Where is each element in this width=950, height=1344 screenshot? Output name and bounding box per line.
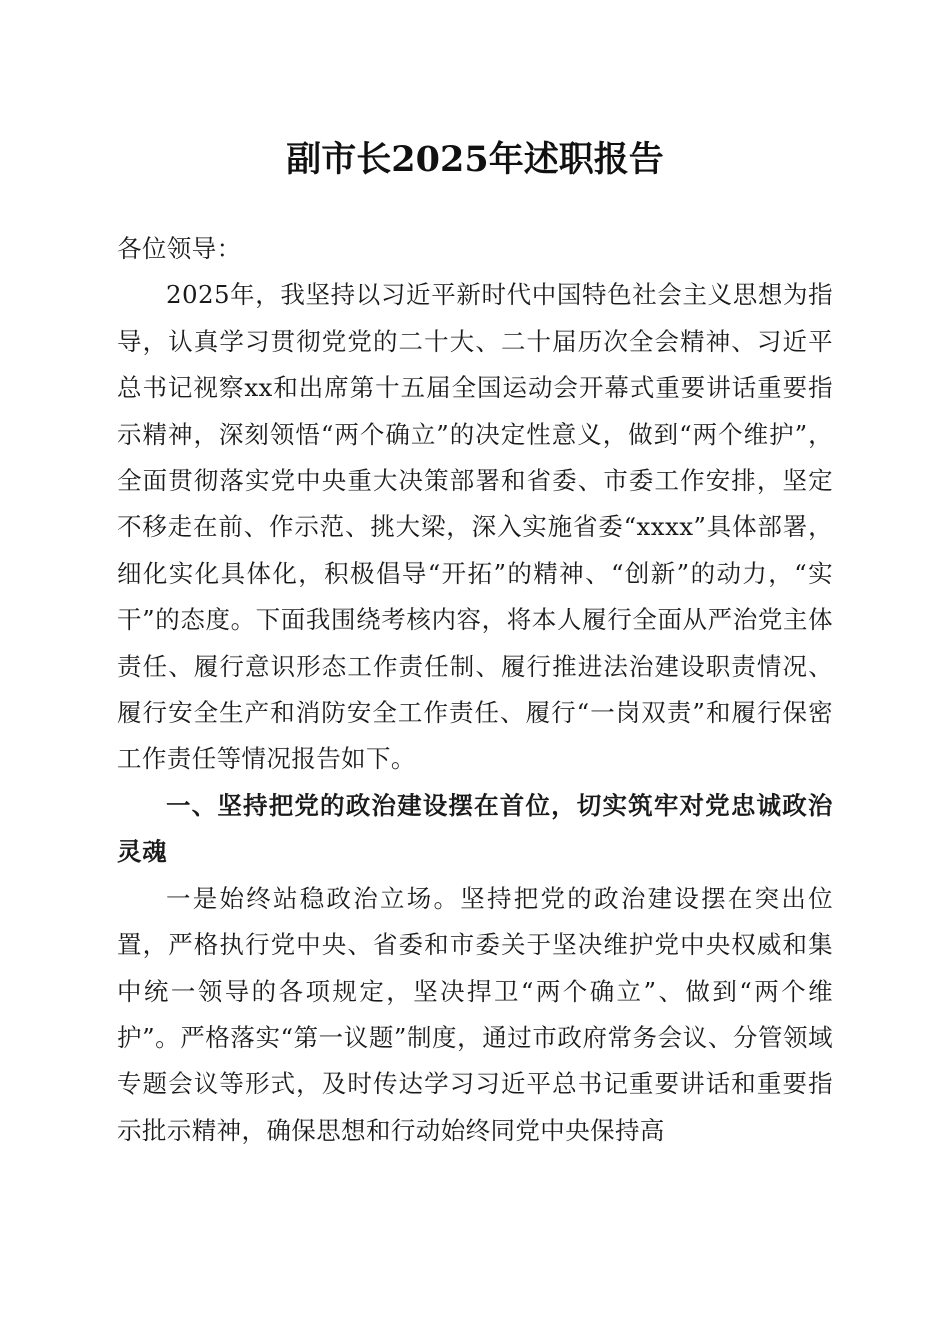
- salutation: 各位领导：: [117, 234, 242, 263]
- section-paragraph: 一是始终站稳政治立场。坚持把党的政治建设摆在突出位置，严格执行党中央、省委和市委关于坚决维护党中央权威和集中统一领导的各项规定，坚决捍卫“两个确立”、做到“两个维护”。严格落实“第一议题”制度，通过市政府常务会议、分管领域专题会议等形式，及时传达学习习近平总书记重要讲话和重要指示批示精神，确保思想和行动始终同党中央保持高: [117, 883, 833, 1145]
- section-heading: 一、坚持把党的政治建设摆在首位，切实筑牢对党忠诚政治灵魂: [117, 790, 833, 867]
- document-title: 副市长2025年述职报告: [286, 139, 664, 180]
- document-body: [117, 226, 833, 1154]
- intro-paragraph: 2025年，我坚持以习近平新时代中国特色社会主义思想为指导，认真学习贯彻党党的二十大、二十届历次全会精神、习近平总书记视察xx和出席第十五届全国运动会开幕式重要讲话重要指示精神，深刻领悟“两个确立”的决定性意义，做到“两个维护”，全面贯彻落实党中央重大决策部署和省委、市委工作安排，坚定不移走在前、作示范、挑大梁，深入实施省委“xxxx”具体部署，细化实化具体化，积极倡导“开拓”的精神、“创新”的动力，“实干”的态度。下面我围绕考核内容，将本人履行全面从严治党主体责任、履行意识形态工作责任制、履行推进法治建设职责情况、履行安全生产和消防安全工作责任、履行“一岗双责”和履行保密工作责任等情况报告如下。: [117, 280, 833, 774]
